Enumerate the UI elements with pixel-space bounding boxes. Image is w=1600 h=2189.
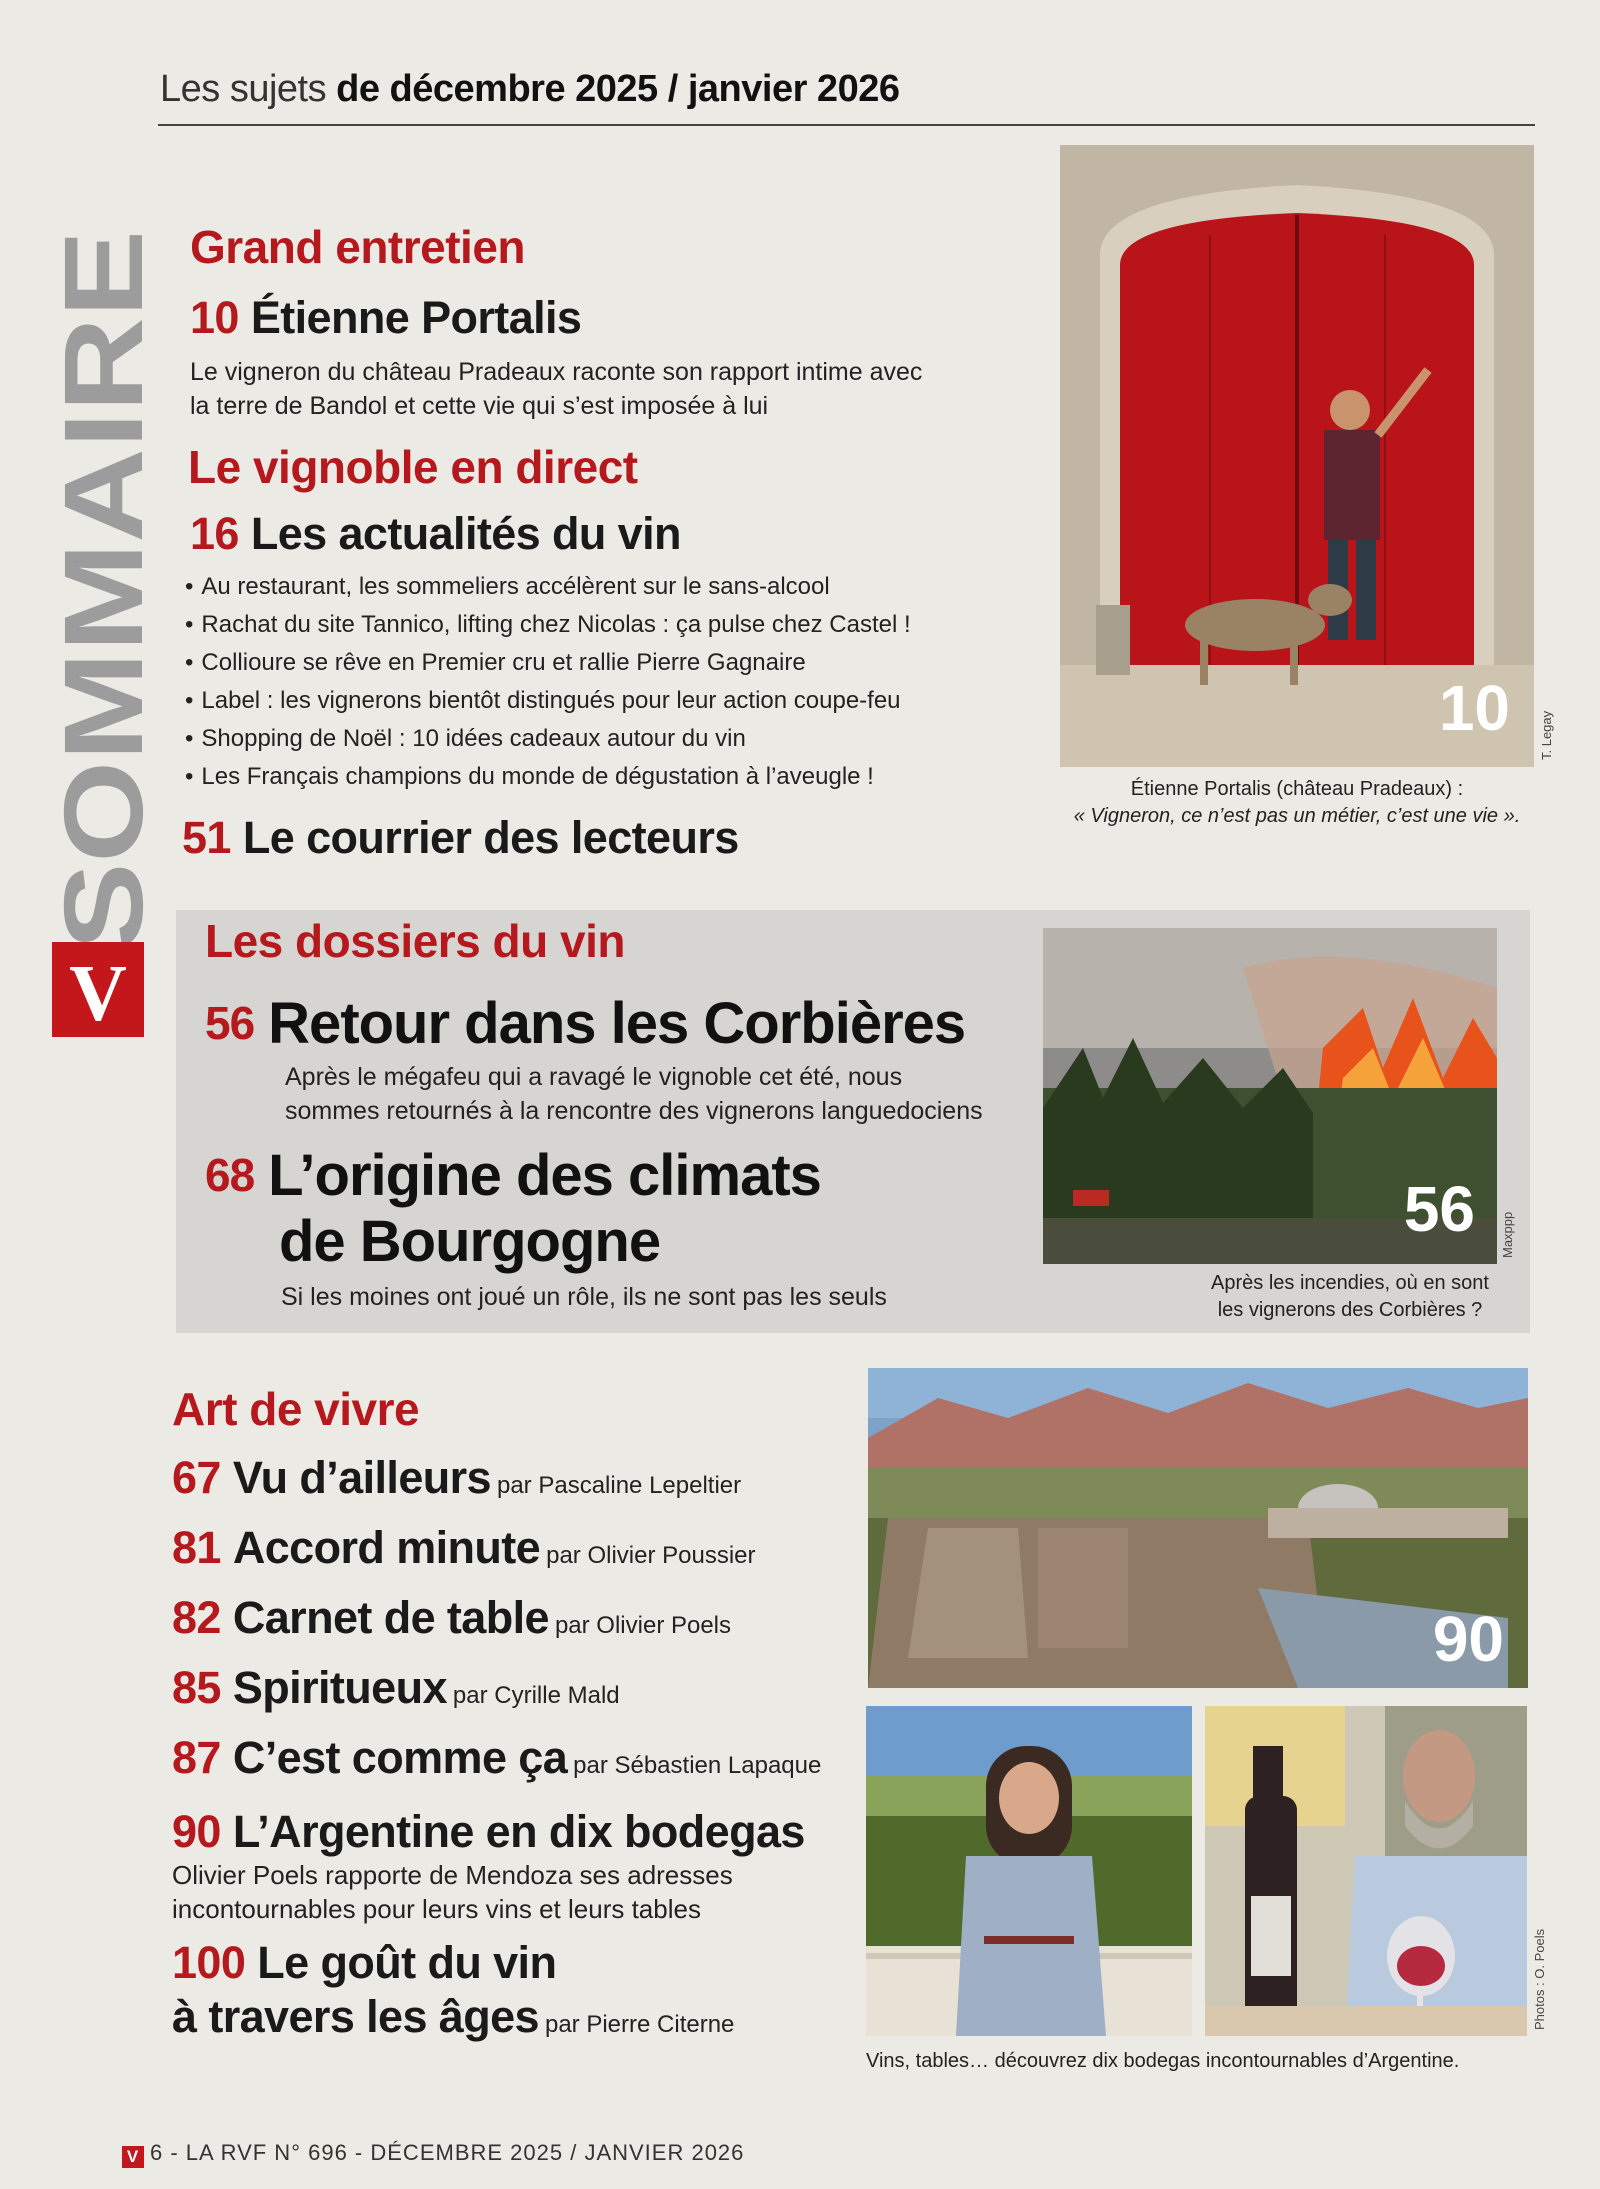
section-dossiers: Les dossiers du vin: [205, 915, 625, 967]
photo-argentine-caption: Vins, tables… découvrez dix bodegas incontournables d’Argentine.: [866, 2050, 1460, 2072]
section-grand-entretien: Grand entretien: [190, 221, 526, 273]
photo-bodega[interactable]: [868, 1368, 1528, 1688]
page-number: 85: [172, 1662, 221, 1713]
article-actualites[interactable]: [190, 508, 681, 560]
page-number: 68: [205, 1149, 255, 1201]
photo-page-number: 10: [1438, 672, 1510, 744]
desc-line: Après le mégafeu qui a ravagé le vignoble cet été, nous: [285, 1063, 903, 1091]
article-gout-du-vin[interactable]: [172, 1936, 734, 2052]
news-bullet[interactable]: • Au restaurant, les sommeliers accélèrent sur le sans-alcool: [185, 568, 911, 606]
article-bourgogne-desc: Si les moines ont joué un rôle, ils ne sont pas les seuls: [281, 1283, 887, 1311]
article-author: par Pascaline Lepeltier: [496, 1472, 742, 1499]
page-number: 100: [172, 1937, 246, 1988]
article-author: par Sébastien Lapaque: [573, 1752, 822, 1779]
vertical-title-text: SOMMAIRE: [41, 334, 160, 950]
caption-line: Étienne Portalis (château Pradeaux) :: [1130, 778, 1464, 800]
photo-credit: T. Legay: [1539, 710, 1554, 760]
article-row[interactable]: [172, 1662, 620, 1714]
desc-line: la terre de Bandol et cette vie qui s’est imposée à lui: [190, 392, 769, 420]
article-corbieres-desc: [285, 1060, 983, 1128]
section-art-de-vivre: Art de vivre: [172, 1383, 420, 1435]
photo-credit: Photos : O. Poels: [1532, 1928, 1547, 2030]
issue-header-date: de décembre 2025 / janvier 2026: [336, 68, 900, 110]
article-title: Étienne Portalis: [250, 292, 582, 343]
page-number: 51: [182, 812, 231, 863]
photo-credit: Maxppp: [1500, 1211, 1515, 1258]
article-title: Accord minute: [232, 1522, 541, 1573]
page-number: 81: [172, 1522, 221, 1573]
footer-logo: V: [122, 2146, 144, 2168]
header-divider: [158, 124, 1535, 126]
article-title: Les actualités du vin: [250, 508, 681, 559]
photo-wine-pouring[interactable]: [1205, 1706, 1527, 2036]
footer-text: 6 - LA RVF N° 696 - DÉCEMBRE 2025 / JANVIER 2026: [150, 2140, 745, 2165]
article-title-line: de Bourgogne: [279, 1209, 661, 1274]
news-bullets: [185, 568, 911, 796]
desc-line: Le vigneron du château Pradeaux raconte son rapport intime avec: [190, 358, 923, 386]
news-bullet[interactable]: • Les Français champions du monde de dégustation à l’aveugle !: [185, 758, 911, 796]
page-number: 67: [172, 1452, 221, 1503]
desc-line: sommes retournés à la rencontre des vignerons languedociens: [285, 1097, 983, 1125]
page-number: 10: [190, 292, 239, 343]
article-title: Retour dans les Corbières: [268, 991, 966, 1056]
page-number: 56: [205, 997, 255, 1049]
section-vignoble: Le vignoble en direct: [188, 441, 638, 493]
page-number: 82: [172, 1592, 221, 1643]
photo-fire-caption: [1180, 1270, 1520, 1324]
article-portalis[interactable]: [190, 292, 581, 344]
news-bullet[interactable]: • Shopping de Noël : 10 idées cadeaux autour du vin: [185, 720, 911, 758]
article-title: Le courrier des lecteurs: [242, 812, 739, 863]
article-title: C’est comme ça: [232, 1732, 568, 1783]
article-row[interactable]: [172, 1452, 741, 1504]
page-number: 16: [190, 508, 239, 559]
article-title: L’Argentine en dix bodegas: [232, 1806, 805, 1857]
desc-line: incontournables pour leurs vins et leurs tables: [172, 1894, 701, 1924]
page-number: 90: [172, 1806, 221, 1857]
article-title: Vu d’ailleurs: [232, 1452, 491, 1503]
article-title-line: L’origine des climats: [268, 1143, 821, 1208]
article-author: par Olivier Poussier: [546, 1542, 756, 1569]
rvf-logo-letter: V: [69, 950, 127, 1037]
article-argentine[interactable]: [172, 1806, 805, 1858]
article-bourgogne[interactable]: [205, 1142, 821, 1275]
photo-fire[interactable]: [1043, 928, 1497, 1264]
article-row[interactable]: [172, 1592, 731, 1644]
article-title: Spiritueux: [232, 1662, 447, 1713]
photo-page-number: 56: [1403, 1173, 1475, 1245]
vertical-title: [30, 220, 160, 960]
article-author: par Olivier Poels: [554, 1612, 732, 1639]
article-row[interactable]: [172, 1522, 756, 1574]
article-argentine-desc: [172, 1858, 733, 1926]
photo-portalis-caption: [1060, 776, 1534, 830]
article-row[interactable]: [172, 1732, 821, 1784]
photo-portalis[interactable]: [1060, 145, 1534, 767]
page-footer: [122, 2140, 744, 2168]
news-bullet[interactable]: • Collioure se rêve en Premier cru et rallie Pierre Gagnaire: [185, 644, 911, 682]
page-number: 87: [172, 1732, 221, 1783]
photo-page-number: 90: [1432, 1603, 1504, 1675]
news-bullet[interactable]: • Rachat du site Tannico, lifting chez Nicolas : ça pulse chez Castel !: [185, 606, 911, 644]
article-title-line: à travers les âges: [172, 1991, 539, 2042]
issue-header-prefix: Les sujets: [160, 68, 337, 110]
caption-line: « Vigneron, ce n’est pas un métier, c’est une vie ».: [1073, 805, 1521, 827]
photo-winemaker[interactable]: [866, 1706, 1192, 2036]
article-title: Carnet de table: [232, 1592, 549, 1643]
article-author: par Cyrille Mald: [452, 1682, 620, 1709]
issue-header: [160, 68, 899, 111]
article-portalis-desc: [190, 355, 922, 423]
article-author: par Pierre Citerne: [544, 2011, 735, 2038]
rvf-logo: [52, 942, 144, 1037]
article-courrier[interactable]: [182, 812, 739, 864]
caption-line: les vignerons des Corbières ?: [1217, 1299, 1483, 1321]
article-title-line: Le goût du vin: [257, 1937, 557, 1988]
desc-line: Olivier Poels rapporte de Mendoza ses adresses: [172, 1860, 733, 1890]
caption-line: Après les incendies, où en sont: [1211, 1272, 1489, 1294]
news-bullet[interactable]: • Label : les vignerons bientôt distingués pour leur action coupe-feu: [185, 682, 911, 720]
article-corbieres[interactable]: [205, 990, 965, 1057]
